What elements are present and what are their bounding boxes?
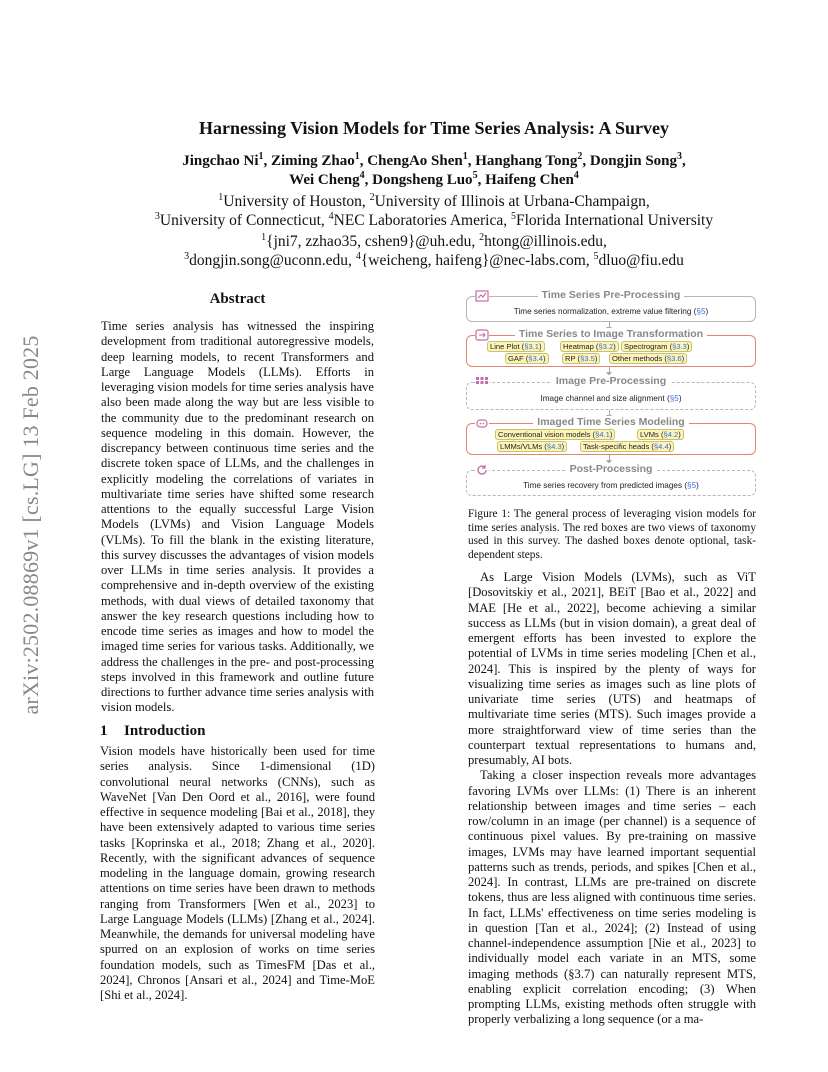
tag-label: Other methods ( [612,354,667,363]
affiliation-text: dluo@fiu.edu [598,252,684,269]
section-heading [100,723,205,740]
taxonomy-tag: Conventional vision models (§4.1) [495,429,615,440]
paper-title: Harnessing Vision Models for Time Series Analysis: A Survey [198,118,670,138]
arxiv-sidebar [18,290,44,760]
arxiv-id: arXiv:2502.08869v1 [cs.LG] 13 Feb 2025 [18,335,43,715]
abstract-heading: Abstract [209,291,266,307]
tag-cite: §3.3 [672,342,687,351]
affiliation-sup: 4 [355,250,361,262]
author-name: Haifeng Chen [485,172,574,188]
author-sup: 4 [573,170,579,181]
tag-cite: §4.4 [653,442,669,451]
section-title: Introduction [124,723,206,739]
right-column-text [468,570,756,1028]
section-number: 1 [100,723,108,739]
box-title: Imaged Time Series Modeling [467,416,755,428]
flow-arrow [609,367,610,375]
flow-arrow [609,455,610,463]
box-title: Time Series Pre-Processing [467,289,755,301]
affiliation-text: dongjin.song@uconn.edu, [189,252,356,269]
affiliation-sup: 1 [218,191,224,203]
author-name: Dongjin Song [589,153,678,169]
affiliation-sup: 1 [261,231,267,243]
tag-cite: §3.2 [598,342,614,351]
affiliations [100,192,768,270]
affiliation-sup: 3 [184,250,190,262]
taxonomy-tag: Heatmap (§3.2) [560,341,619,352]
author-sup: 4 [359,170,365,181]
tag-label: RP ( [565,354,581,363]
taxonomy-tag: LMMs/VLMs (§4.3) [497,441,567,452]
affiliation-line [100,192,768,211]
tag-label: GAF ( [508,354,529,363]
author-line-2: Wei Cheng$^4$, Dongsheng Luo$^5$, Haifeng Chen$^4$ [289,170,579,188]
abstract-text: Time series analysis has witnessed the inspiring development from traditional autoregressive models, deep learning models, to recent Transformers and Large Language Models (LLMs). Efforts in leveraging vision models for time series analysis have also been made along the way but are less visible to the community due to the predominant research on sequence modeling in this domain. However, the discrepancy between continuous time series and the discrete token space of LLMs, and the challenges in explicitly modeling the correlations of variates in multivariate time series have shifted some research attentions to the equally successful Large Vision Models (LVMs) and Vision Language Models (VLMs). To fill the blank in the existing literature, this survey discusses the advantages of vision models over LLMs in time series analysis. It provides a comprehensive and in-depth overview of the existing methods, with dual views of detailed taxonomy that answer the key research questions including how to encode time series as images and how to model the imaged time series for various tasks. Additionally, we address the challenges in the pre- and post-processing steps involved in this framework and outline future directions to further advance time series analysis with vision models. [101,319,374,715]
affiliation-sup: 4 [328,210,334,222]
figure-caption: Figure 1: The general process of leveraging vision models for time series analysis. The red boxes are two views of taxonomy used in this survey. The dashed boxes denote optional, task-dependent steps. [468,508,756,561]
box-image-preprocessing [466,375,756,410]
tag-cite: §3.4 [528,354,544,363]
taxonomy-tag: Task-specific heads (§4.4) [580,441,674,452]
email-line [100,232,768,251]
author-name: Wei Cheng [289,172,360,188]
affiliation-text: University of Illinois at Urbana-Champaign, [374,193,650,210]
affiliation-text: University of Connecticut, [159,212,329,229]
tag-cite: §4.3 [546,442,562,451]
author-name: Jingchao Ni [182,153,259,169]
tag-label: Heatmap ( [563,342,599,351]
paragraph: Taking a closer inspection reveals more advantages favoring LVMs over LLMs: (1) There is an inherent relationship between images and time series – each row/column in an image (per channel) is a sequence of continuous pixel values. By pre-training on massive images, LVMs may have learned important sequential patterns such as trends, periods, and spikes [Chen et al., 2024]. In contrast, LLMs are pre-trained on discrete tokens, thus are less aligned with continuous time series. In fact, LLMs' effectiveness on time series modeling is in question [Tan et al., 2024]; (2) Instead of using channel-independence assumption [Nie et al., 2023] to individually model each variate in an MTS, some imaging methods (§3.7) can naturally represent MTS, enabling explicit correlation encoding; (3) When prompting LLMs, existing methods often struggle with properly verbalizing a long sequence (or a ma- [468,768,756,1027]
tag-label: LVMs ( [640,430,664,439]
affiliation-text: htong@illinois.edu, [484,233,607,250]
box-time-series-preprocessing [466,289,756,322]
box-title: Post-Processing [467,463,755,475]
box-image-transformation [466,328,756,367]
tag-cite: §3.6 [666,354,682,363]
taxonomy-tag: RP (§3.5) [562,353,600,364]
author-list [100,152,768,190]
taxonomy-tag: Spectrogram (§3.3) [621,341,692,352]
box-subtitle: Time series normalization, extreme value filtering (§5) [513,307,709,316]
box-subtitle: Time series recovery from predicted images (§5) [523,481,699,490]
affiliation-text: {weicheng, haifeng}@nec-labs.com, [360,252,594,269]
tag-label: LMMs/VLMs ( [500,442,547,451]
affiliation-sup: 5 [593,250,599,262]
taxonomy-tag: Other methods (§3.6) [609,353,687,364]
affiliation-text: Florida International University [515,212,714,229]
author-sup: 3 [677,151,683,162]
taxonomy-tag: Line Plot (§3.1) [487,341,545,352]
author-sup: 1 [258,151,264,162]
box-title: Time Series to Image Transformation [467,328,755,340]
figure-1-diagram [462,290,762,498]
author-sup: 1 [354,151,360,162]
affiliation-text: NEC Laboratories America, [333,212,511,229]
author-sup: 5 [472,170,478,181]
tag-label: Task-specific heads ( [583,442,654,451]
affiliation-sup: 2 [369,191,375,203]
tag-label: Line Plot ( [490,342,525,351]
paragraph: Vision models have historically been used for time series analysis. Since 1-dimensional (1D) convolutional neural networks (CNNs), such as WaveNet [Van Den Oord et al., 2016], were found effective in sequence modeling [Bai et al., 2018], they have been extensively adapted to various time series tasks [Koprinska et al., 2018; Zhang et al., 2020]. Recently, with the significant advances of sequence modeling in the language domain, growing research attentions on time series have been drawn to methods ranging from Transformers [Wen et al., 2023] to Large Language Models (LLMs) [Zhang et al., 2024]. Meanwhile, the demands for universal modeling have spurred on an explosion of works on time series foundation models, such as TimesFM [Das et al., 2024], Chronos [Ansari et al., 2024] and Time-MoE [Shi et al., 2024]. [100,744,375,1002]
author-name: ChengAo Shen [367,153,463,169]
box-subtitle: Image channel and size alignment (§5) [540,394,682,403]
tag-cite: §4.1 [595,430,610,439]
tag-cite: §4.2 [663,430,679,439]
box-imaged-modeling [466,416,756,455]
paragraph: As Large Vision Models (LVMs), such as ViT [Dosovitskiy et al., 2021], BEiT [Bao et al., 2022] and MAE [He et al., 2022], become achieving a similar success as LLMs (but in vision domain), a great deal of emergent efforts has been invested to explore the potential of LVMs in time series modeling [Chen et al., 2024]. This is inspired by the plenty of ways for visualizing time series as images such as line plots of univariate time series (UTS) and heatmaps of multivariate time series (MTS). Such images provide a more straightforward view of time series than the counterpart textual representations to humans and, presumably, AI bots. [468,570,756,767]
author-name: Hanghang Tong [475,153,578,169]
affiliation-text: University of Houston, [223,193,370,210]
author-name: Ziming Zhao [271,153,355,169]
intro-paragraph [100,744,375,1003]
tag-cite: §3.1 [524,342,539,351]
author-line-1: Jingchao Ni$^1$, Ziming Zhao$^1$, ChengAo Shen$^1$, Hanghang Tong$^2$, Dongjin Song$^3$, [182,151,686,169]
taxonomy-tag: GAF (§3.4) [505,353,549,364]
taxonomy-tag: LVMs (§4.2) [637,429,684,440]
affiliation-line [100,211,768,230]
author-name: Dongsheng Luo [372,172,473,188]
affiliation-sup: 3 [154,210,160,222]
box-post-processing [466,463,756,496]
author-sup: 2 [577,151,583,162]
tag-label: Spectrogram ( [624,342,673,351]
affiliation-text: {jni7, zzhao35, cshen9}@uh.edu, [266,233,480,250]
box-title: Image Pre-Processing [467,375,755,387]
email-line [100,251,768,270]
tag-cite: §3.5 [580,354,595,363]
affiliation-sup: 2 [479,231,485,243]
tag-label: Conventional vision models ( [498,430,596,439]
author-sup: 1 [462,151,468,162]
affiliation-sup: 5 [510,210,516,222]
